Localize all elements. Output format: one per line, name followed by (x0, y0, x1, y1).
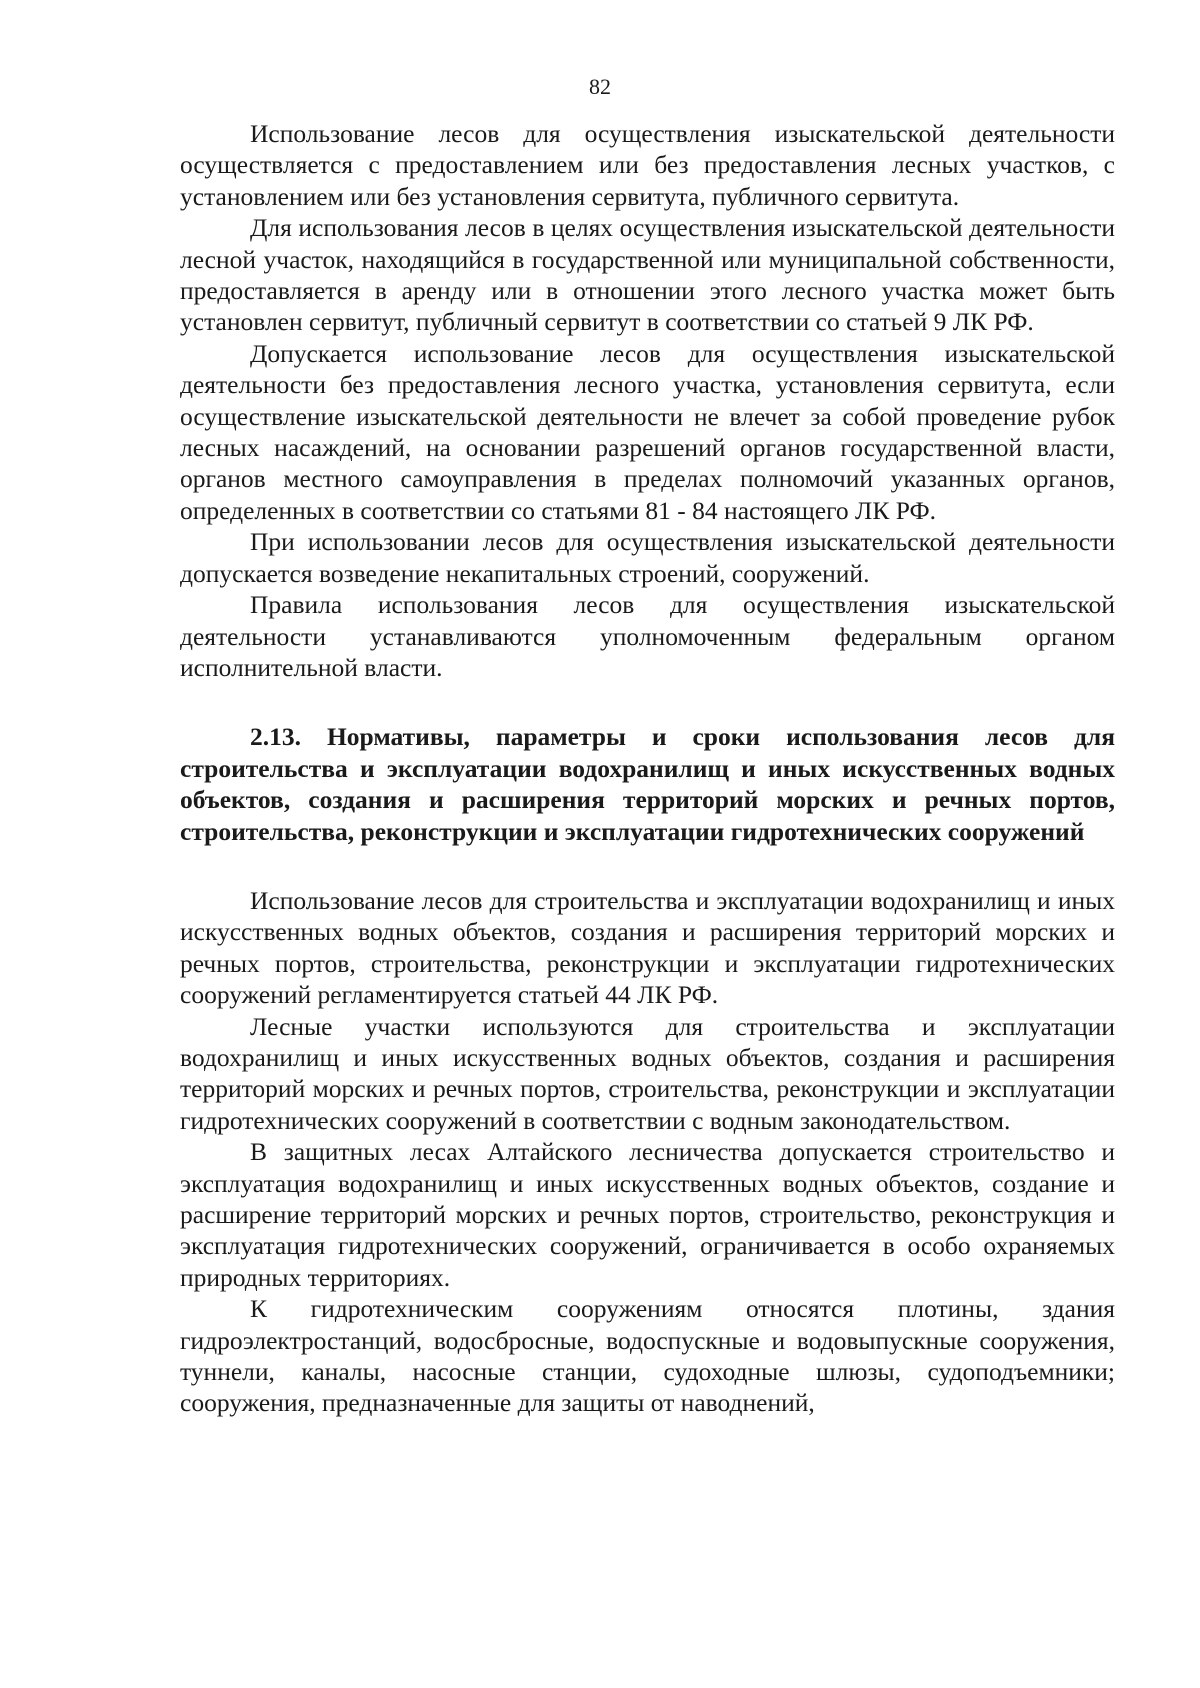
section-heading: 2.13. Нормативы, параметры и сроки использования лесов для строительства и эксплуатации водохранилищ и иных искусственных водных объектов, создания и расширения территорий морских и речных портов, строительства, реконструкции и эксплуатации гидротехнических сооружений (180, 722, 1115, 846)
paragraph-reservoirs-protective-forests: В защитных лесах Алтайского лесничества допускается строительство и эксплуатация водохранилищ и иных искусственных водных объектов, создание и расширение территорий морских и речных портов, строительство, реконструкция и эксплуатация гидротехнических сооружений, ограничивается в особо охраняемых природных территориях. (180, 1137, 1115, 1292)
paragraph-hydrotechnical-structures: К гидротехническим сооружениям относятся плотины, здания гидроэлектростанций, водосбросные, водоспускные и водовыпускные сооружения, туннели, каналы, насосные станции, судоходные шлюзы, судоподъемники; сооружения, предназначенные для защиты от наводнений, (180, 1294, 1115, 1418)
document-body (180, 118, 1115, 1419)
paragraph-reservoirs-plots: Лесные участки используются для строительства и эксплуатации водохранилищ и иных искусственных водных объектов, создания и расширения территорий морских и речных портов, строительства, реконструкции и эксплуатации гидротехнических сооружений в соответствии с водным законодательством. (180, 1011, 1115, 1135)
paragraph-survey-rules: Правила использования лесов для осуществления изыскательской деятельности устанавливаются уполномоченным федеральным органом исполнительной власти. (180, 590, 1115, 682)
paragraph-survey-use: Использование лесов для осуществления изыскательской деятельности осуществляется с предоставлением или без предоставления лесных участков, с установлением или без установления сервитута, публичного сервитута. (180, 119, 1115, 211)
paragraph-survey-structures: При использовании лесов для осуществления изыскательской деятельности допускается возведение некапитальных строений, сооружений. (180, 527, 1115, 588)
paragraph-survey-lease: Для использования лесов в целях осуществления изыскательской деятельности лесной участок, находящийся в государственной или муниципальной собственности, предоставляется в аренду или в отношении этого лесного участка может быть установлен сервитут, публичный сервитут в соответствии со статьей 9 ЛК РФ. (180, 213, 1115, 337)
page-number: 82 (589, 74, 611, 99)
paragraph-reservoirs-regulation: Использование лесов для строительства и эксплуатации водохранилищ и иных искусственных водных объектов, создания и расширения территорий морских и речных портов, строительства, реконструкции и эксплуатации гидротехнических сооружений регламентируется статьей 44 ЛК РФ. (180, 885, 1115, 1010)
paragraph-survey-without-plot: Допускается использование лесов для осуществления изыскательской деятельности без предоставления лесного участка, установления сервитута, если осуществление изыскательской деятельности не влечет за собой проведение рубок лесных насаждений, на основании разрешений органов государственной власти, органов местного самоуправления в пределах полномочий указанных органов, определенных в соответствии со статьями 81 - 84 настоящего ЛК РФ. (180, 338, 1115, 525)
